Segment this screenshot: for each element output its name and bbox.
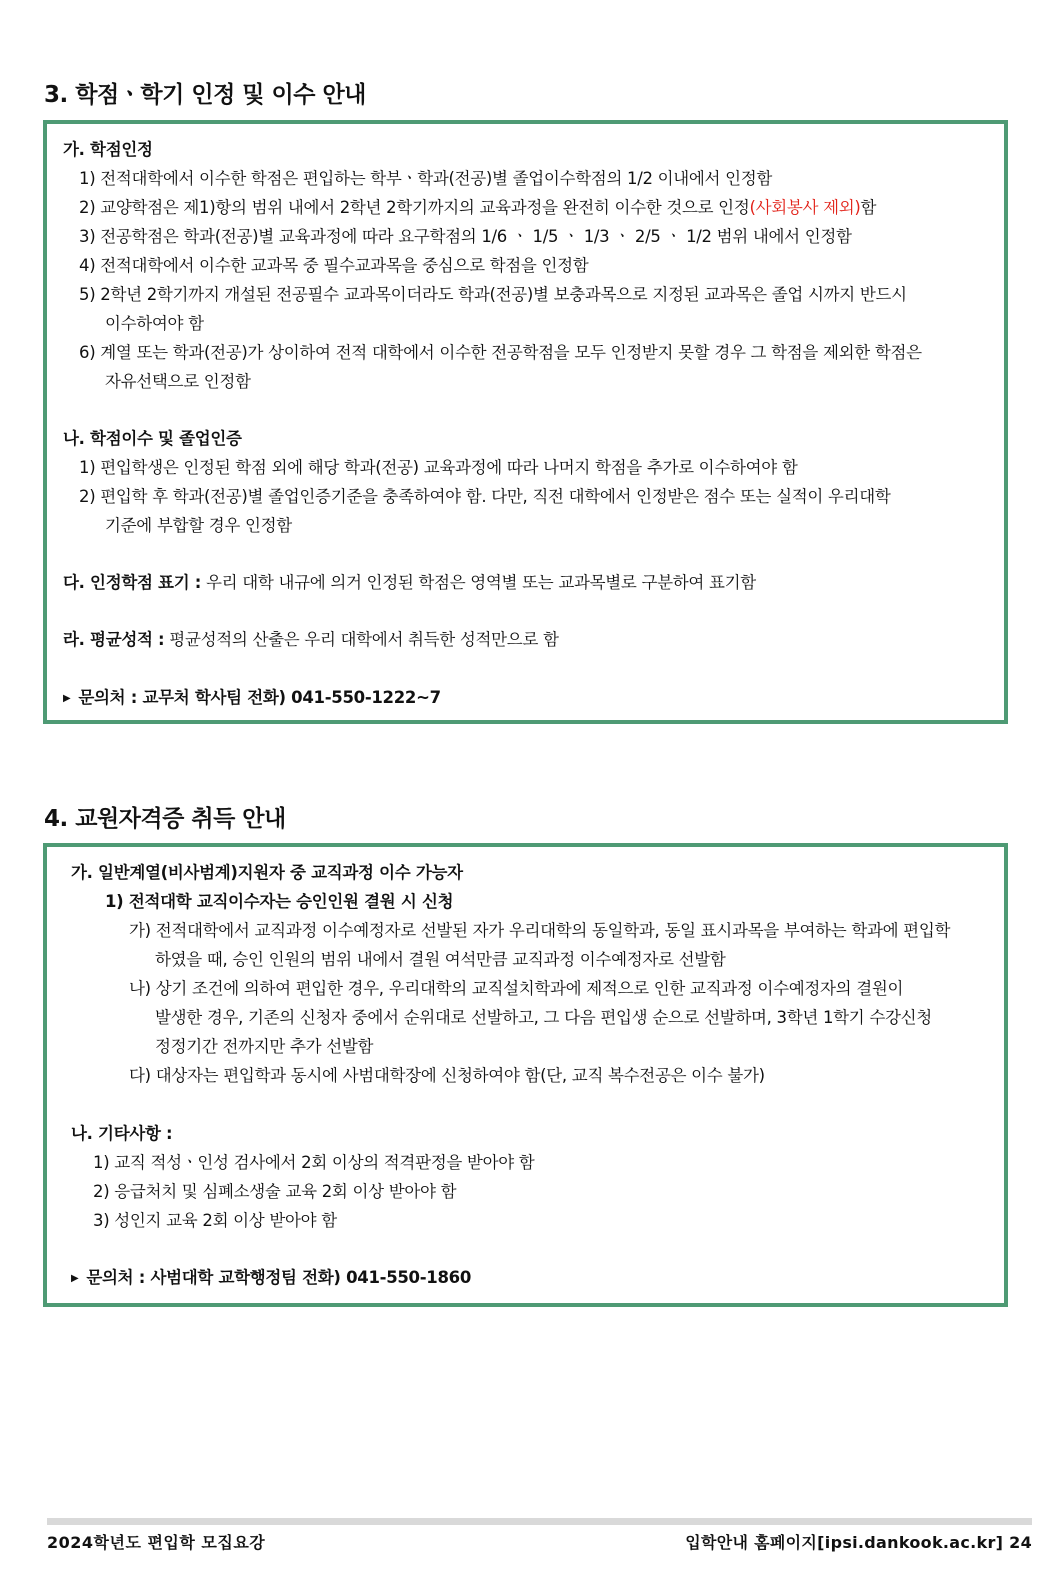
section-3-contact — [63, 687, 441, 710]
footer-homepage-and-page-number: 입학안내 홈페이지[ipsi.dankook.ac.kr] 24 — [685, 1533, 1032, 1552]
triangle-bullet-icon: ▶ — [71, 1273, 79, 1284]
highlight-text: (사회봉사 제외) — [749, 198, 861, 217]
list-item: 4) 전적대학에서 이수한 교과목 중 필수교과목을 중심으로 학점을 인정함 — [79, 256, 589, 275]
list-item-continuation: 하였을 때, 승인 인원의 범위 내에서 결원 여석만큼 교직과정 이수예정자로 선발함 — [155, 950, 726, 969]
section-4a-heading: 가. 일반계열(비사범계)지원자 중 교직과정 이수 가능자 — [71, 863, 463, 882]
item-tail: 함 — [860, 198, 877, 217]
list-item: 나) 상기 조건에 의하여 편입한 경우, 우리대학의 교직설치학과에 제적으로 인한 교직과정 이수예정자의 결원이 — [129, 979, 904, 998]
list-item-continuation: 자유선택으로 인정함 — [105, 372, 251, 391]
section-3c-line — [63, 572, 756, 594]
list-item: 1) 전적대학에서 이수한 학점은 편입하는 학부ㆍ학과(전공)별 졸업이수학점의 1/2 이내에서 인정함 — [79, 169, 773, 188]
section-3d-heading: 라. 평균성적 : — [63, 630, 165, 649]
section-3c-text: 우리 대학 내규에 의거 인정된 학점은 영역별 또는 교과목별로 구분하여 표기함 — [201, 573, 756, 592]
section-3-title: 3. 학점ㆍ학기 인정 및 이수 안내 — [44, 82, 366, 108]
list-item-continuation: 기준에 부합할 경우 인정함 — [105, 516, 292, 535]
list-item: 1) 편입학생은 인정된 학점 외에 해당 학과(전공) 교육과정에 따라 나머지 학점을 추가로 이수하여야 함 — [79, 458, 798, 477]
section-4-title: 4. 교원자격증 취득 안내 — [44, 806, 286, 832]
list-item-continuation: 정정기간 전까지만 추가 선발함 — [155, 1037, 374, 1056]
section-3-box — [43, 120, 1008, 724]
list-item-continuation: 이수하여야 함 — [105, 314, 204, 333]
section-3a-heading: 가. 학점인정 — [63, 140, 153, 159]
list-item-continuation: 발생한 경우, 기존의 신청자 중에서 순위대로 선발하고, 그 다음 편입생 순으로 선발하며, 3학년 1학기 수강신청 — [155, 1008, 932, 1027]
footer-divider — [47, 1518, 1032, 1525]
list-item: 5) 2학년 2학기까지 개설된 전공필수 교과목이더라도 학과(전공)별 보충과목으로 지정된 교과목은 졸업 시까지 반드시 — [79, 285, 907, 304]
footer-title: 2024학년도 편입학 모집요강 — [47, 1533, 266, 1552]
section-3d-text: 평균성적의 산출은 우리 대학에서 취득한 성적만으로 함 — [164, 630, 559, 649]
section-3d-line — [63, 629, 559, 651]
section-4-box — [43, 843, 1008, 1307]
list-item: 3) 성인지 교육 2회 이상 받아야 함 — [93, 1211, 337, 1230]
list-item: 2) 응급처치 및 심폐소생술 교육 2회 이상 받아야 함 — [93, 1182, 457, 1201]
list-item: 3) 전공학점은 학과(전공)별 교육과정에 따라 요구학점의 1/6 ㆍ 1/5 ㆍ 1/3 ㆍ 2/5 ㆍ 1/2 범위 내에서 인정함 — [79, 227, 852, 246]
list-item: 가) 전적대학에서 교직과정 이수예정자로 선발된 자가 우리대학의 동일학과, 동일 표시과목을 부여하는 학과에 편입학 — [129, 921, 951, 940]
list-item: 6) 계열 또는 학과(전공)가 상이하여 전적 대학에서 이수한 전공학점을 모두 인정받지 못할 경우 그 학점을 제외한 학점은 — [79, 343, 922, 362]
contact-text: 문의처 : 사범대학 교학행정팀 전화) 041-550-1860 — [86, 1268, 472, 1287]
section-4-contact — [71, 1267, 471, 1290]
section-4b-heading: 나. 기타사항 : — [71, 1124, 173, 1143]
section-4a-subheading: 1) 전적대학 교직이수자는 승인인원 결원 시 신청 — [105, 892, 454, 911]
section-3c-heading: 다. 인정학점 표기 : — [63, 573, 202, 592]
list-item: 1) 교직 적성ㆍ인성 검사에서 2회 이상의 적격판정을 받아야 함 — [93, 1153, 535, 1172]
section-3b-heading: 나. 학점이수 및 졸업인증 — [63, 429, 242, 448]
triangle-bullet-icon: ▶ — [63, 693, 71, 704]
item-text: 2) 교양학점은 제1)항의 범위 내에서 2학년 2학기까지의 교육과정을 완전히 이수한 것으로 인정 — [79, 198, 750, 217]
list-item: 2) 편입학 후 학과(전공)별 졸업인증기준을 충족하여야 함. 다만, 직전 대학에서 인정받은 점수 또는 실적이 우리대학 — [79, 487, 891, 506]
contact-text: 문의처 : 교무처 학사팀 전화) 041-550-1222~7 — [78, 688, 441, 707]
list-item — [79, 197, 876, 219]
list-item: 다) 대상자는 편입학과 동시에 사범대학장에 신청하여야 함(단, 교직 복수전공은 이수 불가) — [129, 1066, 765, 1085]
